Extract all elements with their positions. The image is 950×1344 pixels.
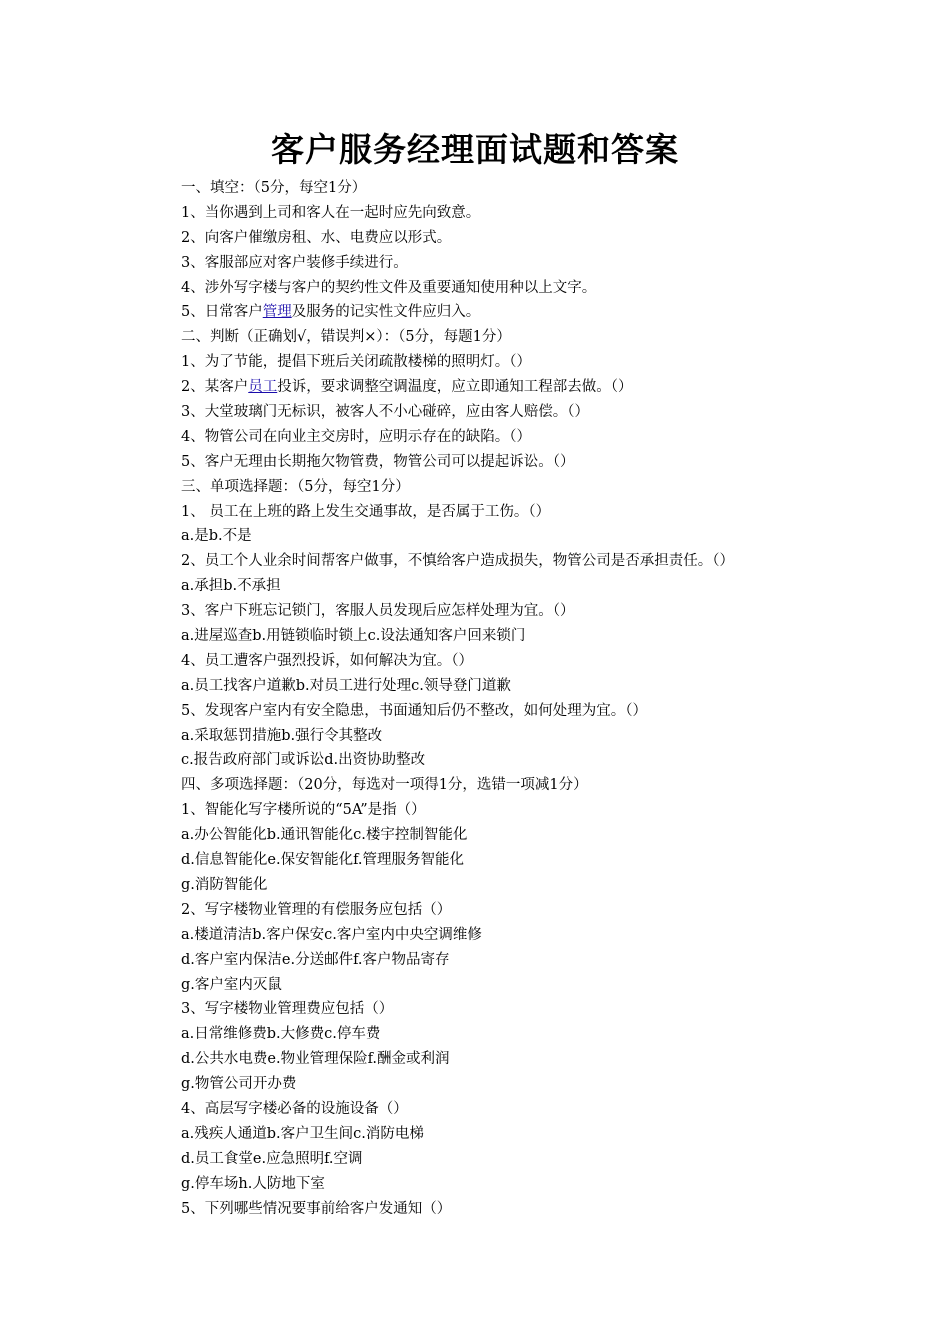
text-segment: g.物管公司开办费 (181, 1076, 297, 1093)
text-line (181, 1047, 921, 1072)
text-line (181, 1072, 921, 1097)
text-line (181, 276, 921, 301)
text-segment: a.是b.不是 (181, 528, 252, 545)
text-line (181, 574, 921, 599)
text-line (181, 1122, 921, 1147)
text-line (181, 425, 921, 450)
text-line (181, 997, 921, 1022)
text-segment: 5、日常客户 (181, 304, 263, 321)
text-segment: 5、下列哪些情况要事前给客户发通知（） (181, 1200, 452, 1217)
text-line (181, 350, 921, 375)
text-segment: a.采取惩罚措施b.强行令其整改 (181, 727, 383, 744)
text-segment: 三、单项选择题：（5分，每空1分） (181, 478, 410, 495)
text-line (181, 748, 921, 773)
text-line (181, 923, 921, 948)
text-segment: 4、涉外写字楼与客户的契约性文件及重要通知使用种以上文字。 (181, 279, 597, 296)
text-segment: 1、为了节能，提倡下班后关闭疏散楼梯的照明灯。（） (181, 354, 531, 371)
text-segment: 2、某客户 (181, 379, 249, 396)
text-line (181, 475, 921, 500)
text-line (181, 226, 921, 251)
text-segment: 3、客户下班忘记锁门，客服人员发现后应怎样处理为宜。（） (181, 603, 575, 620)
text-segment: a.残疾人通道b.客户卫生间c.消防电梯 (181, 1125, 424, 1142)
text-line (181, 823, 921, 848)
text-segment: 3、写字楼物业管理费应包括（） (181, 1001, 394, 1018)
text-segment: 4、高层写字楼必备的设施设备（） (181, 1100, 408, 1117)
text-line (181, 375, 921, 400)
text-segment: 2、员工个人业余时间帮客户做事，不慎给客户造成损失，物管公司是否承担责任。（） (181, 553, 734, 570)
text-line (181, 176, 921, 201)
text-line (181, 549, 921, 574)
text-segment: 二、判断（正确划√，错误判×）：（5分，每题1分） (181, 329, 511, 346)
text-segment: 四、多项选择题：（20分，每选对一项得1分，选错一项减1分） (181, 777, 588, 794)
text-line (181, 450, 921, 475)
text-segment: 3、客服部应对客户装修手续进行。 (181, 254, 408, 271)
text-segment: g.消防智能化 (181, 876, 268, 893)
text-segment: a.日常维修费b.大修费c.停车费 (181, 1026, 381, 1043)
text-segment: d.公共水电费e.物业管理保险f.酬金或利润 (181, 1051, 450, 1068)
text-segment: 4、员工遭客户强烈投诉，如何解决为宜。（） (181, 652, 473, 669)
text-segment: g.客户室内灭鼠 (181, 976, 282, 993)
text-line (181, 724, 921, 749)
text-segment: 4、物管公司在向业主交房时，应明示存在的缺陷。（） (181, 428, 531, 445)
text-line (181, 1022, 921, 1047)
hyperlink[interactable]: 员工 (248, 379, 278, 396)
text-segment: 5、发现客户室内有安全隐患，书面通知后仍不整改，如何处理为宜。（） (181, 702, 647, 719)
text-line (181, 599, 921, 624)
text-line (181, 798, 921, 823)
text-segment: g.停车场h.人防地下室 (181, 1175, 325, 1192)
text-line (181, 1097, 921, 1122)
text-segment: 投诉，要求调整空调温度，应立即通知工程部去做。（） (277, 379, 633, 396)
hyperlink[interactable]: 管理 (262, 304, 292, 321)
text-line (181, 948, 921, 973)
text-segment: c.报告政府部门或诉讼d.出资协助整改 (181, 752, 426, 769)
text-segment: 3、大堂玻璃门无标识，被客人不小心碰碎，应由客人赔偿。（） (181, 404, 589, 421)
text-line (181, 773, 921, 798)
text-line (181, 400, 921, 425)
text-line (181, 674, 921, 699)
text-segment: 5、客户无理由长期拖欠物管费，物管公司可以提起诉讼。（） (181, 453, 575, 470)
text-line (181, 251, 921, 276)
text-segment: 2、写字楼物业管理的有偿服务应包括（） (181, 901, 452, 918)
document-body (181, 176, 921, 1221)
text-line (181, 1172, 921, 1197)
text-segment: 1、 员工在上班的路上发生交通事故，是否属于工伤。（） (181, 503, 551, 520)
text-segment: 2、向客户催缴房租、水、电费应以形式。 (181, 229, 452, 246)
text-line (181, 524, 921, 549)
text-segment: 及服务的记实性文件应归入。 (291, 304, 481, 321)
text-line (181, 201, 921, 226)
text-segment: a.办公智能化b.通讯智能化c.楼宇控制智能化 (181, 827, 468, 844)
text-segment: 一、填空：（5分，每空1分） (181, 180, 367, 196)
text-line (181, 848, 921, 873)
text-segment: d.信息智能化e.保安智能化f.管理服务智能化 (181, 852, 465, 869)
text-line (181, 624, 921, 649)
text-segment: a.进屋巡查b.用链锁临时锁上c.设法通知客户回来锁门 (181, 628, 526, 645)
text-line (181, 1147, 921, 1172)
text-line (181, 898, 921, 923)
text-line (181, 500, 921, 525)
text-segment: 1、智能化写字楼所说的“5A”是指（） (181, 802, 426, 819)
text-segment: a.员工找客户道歉b.对员工进行处理c.领导登门道歉 (181, 677, 511, 694)
text-segment: 1、当你遇到上司和客人在一起时应先向致意。 (181, 204, 481, 221)
text-segment: a.承担b.不承担 (181, 578, 281, 595)
text-line (181, 325, 921, 350)
text-line (181, 1197, 921, 1222)
text-segment: d.客户室内保洁e.分送邮件f.客户物品寄存 (181, 951, 450, 968)
text-segment: a.楼道清洁b.客户保安c.客户室内中央空调维修 (181, 926, 482, 943)
document-title: 客户服务经理面试题和答案 (271, 130, 679, 169)
text-line (181, 699, 921, 724)
text-line (181, 300, 921, 325)
text-line (181, 873, 921, 898)
text-line (181, 973, 921, 998)
text-line (181, 649, 921, 674)
text-segment: d.员工食堂e.应急照明f.空调 (181, 1150, 363, 1167)
